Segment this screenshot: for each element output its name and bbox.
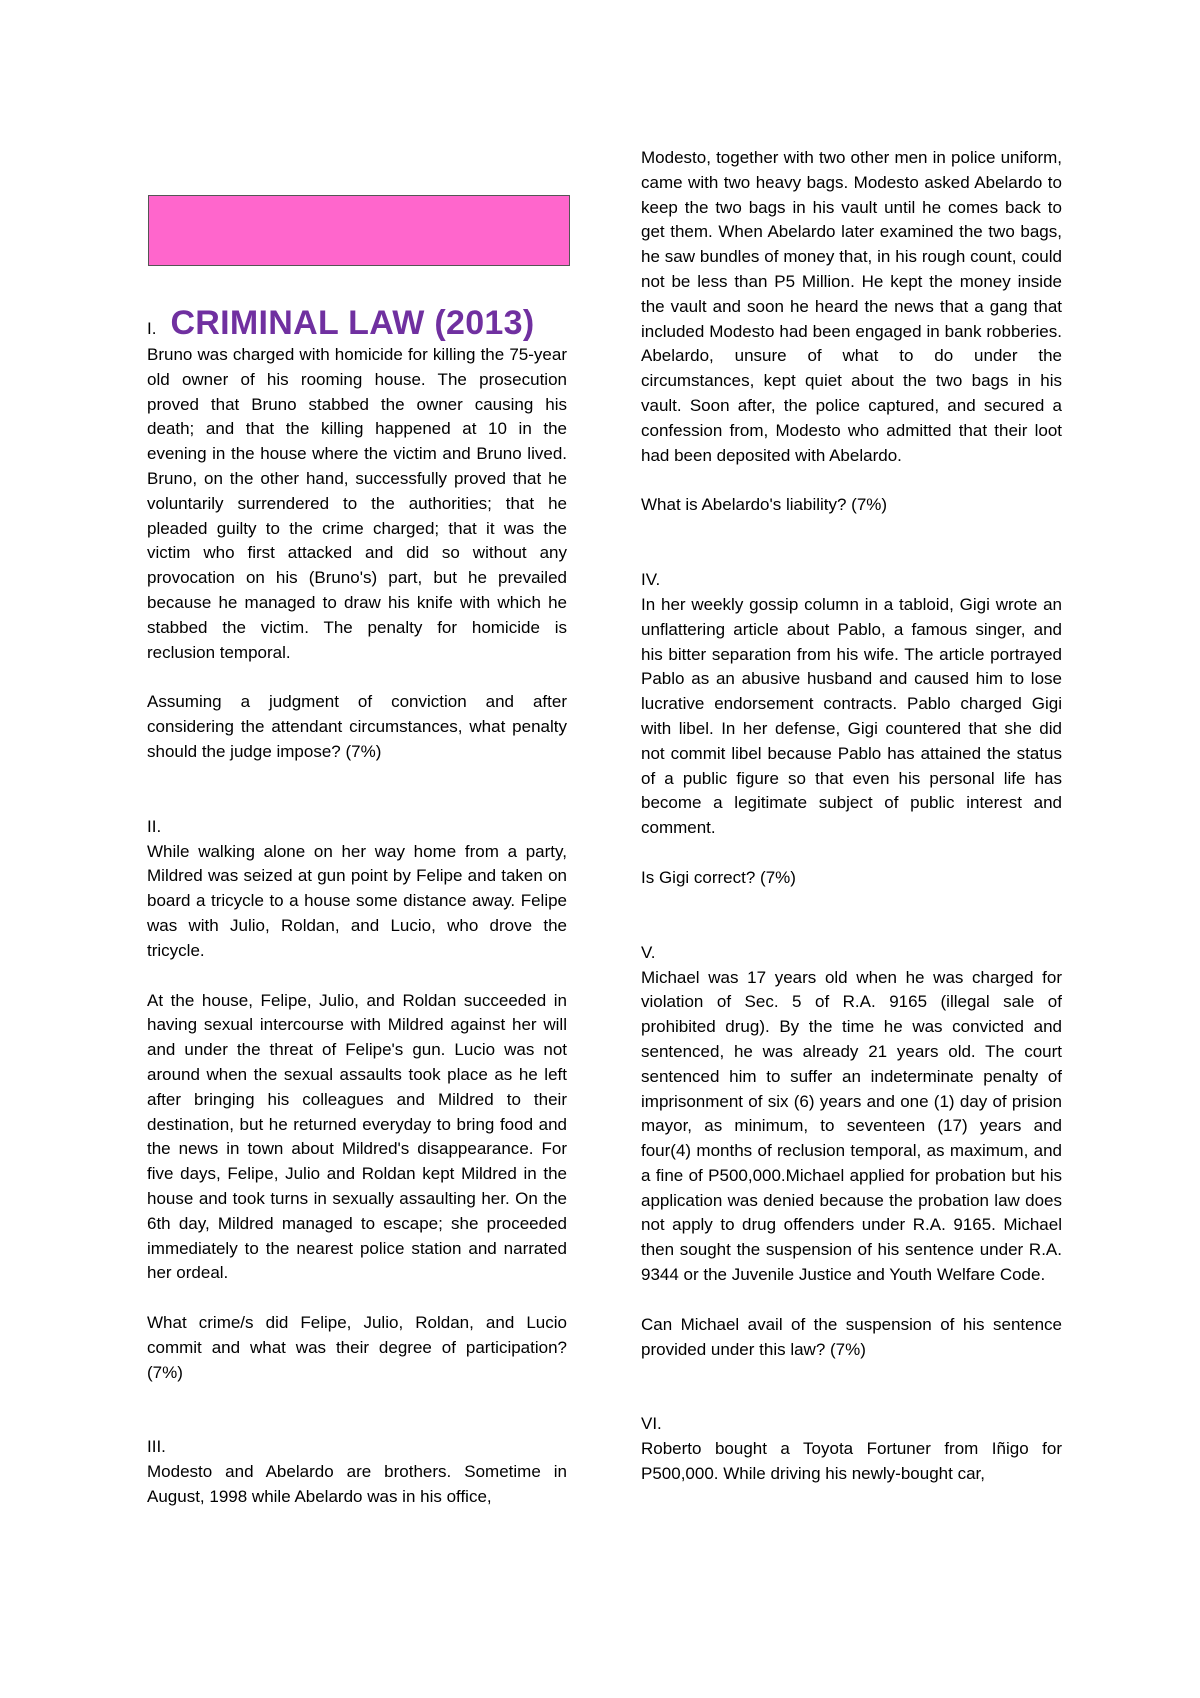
q5-body: Michael was 17 years old when he was charged for violation of Sec. 5 of R.A. 9165 (illegal sale of prohibited drug). By the time he was convicted and sentenced, he was already 21 years old. The court sentenced him to suffer an indeterminate penalty of imprisonment of six (6) years and one (1) day of prision mayor, as minimum, to seventeen (17) years and four(4) months of reclusion temporal, as maximum, and a fine of P500,000.Michael applied for probation but his application was denied because the probation law does not apply to drug offenders under R.A. 9165. Michael then sought the suspension of his sentence under R.A. 9344 or the Juvenile Justice and Youth Welfare Code. [641,967,1062,1285]
q5-question: Can Michael avail of the suspension of his sentence provided under this law? (7%) [641,1314,1062,1359]
q3-body-continued: Modesto, together with two other men in police uniform, came with two heavy bags. Modesto asked Abelardo to keep the two bags in his vault until he comes back to get them. When Abelardo later examined the two bags, he saw bundles of money that, in his rough count, could not be less than P5 Million. He kept the money inside the vault and soon he heard the news that a gang that included Modesto had been engaged in bank robberies. Abelardo, unsure of what to do under the circumstances, kept quiet about the two bags in his vault. Soon after, the police captured, and secured a confession from, Modesto who admitted that their loot had been deposited with Abelardo. [641,148,1062,465]
q1-body: Bruno was charged with homicide for killing the 75-year old owner of his rooming house. The prosecution proved that Bruno stabbed the owner causing his death; and that the killing happened at 10 in the evening in the house where the victim and Bruno lived. Bruno, on the other hand, successfully proved that he voluntarily surrendered to the authorities; that he pleaded guilty to the crime charged; that it was the victim who first attacked and did so without any provocation on his (Bruno's) part, but he prevailed because he managed to draw his knife with which he stabbed the victim. The penalty for homicide is reclusion temporal. [147,345,567,662]
q3-body-start: Modesto and Abelardo are brothers. Sometime in August, 1998 while Abelardo was in his office, [147,1462,567,1507]
section-number: I. [147,319,157,338]
q6-number: VI. [641,1414,662,1434]
q4-body: In her weekly gossip column in a tabloid, Gigi wrote an unflattering article about Pablo, a famous singer, and his bitter separation from his wife. The article portrayed Pablo as an abusive husband and caused him to lose lucrative endorsement contracts. Pablo charged Gigi with libel. In her defense, Gigi countered that she did not commit libel because Pablo has attained the status of a public figure so that even his personal life has become a legitimate subject of public interest and comment. [641,594,1062,838]
page-title: CRIMINAL LAW (2013) [170,304,535,342]
q2-body-1: While walking alone on her way home from a party, Mildred was seized at gun point by Felipe and taken on board a tricycle to a house some distance away. Felipe was with Julio, Roldan, and Lucio, who drove the tricycle. [147,841,567,960]
left-column [147,343,567,1510]
section-title [147,304,534,348]
q5-number: V. [641,942,656,962]
q1-question: Assuming a judgment of conviction and after considering the attendant circumstances, what penalty should the judge impose? (7%) [147,692,567,761]
right-column [641,146,1062,1487]
q4-question: Is Gigi correct? (7%) [641,867,796,887]
q2-question: What crime/s did Felipe, Julio, Roldan, and Lucio commit and what was their degree of participation? (7%) [147,1313,567,1382]
header-color-box [148,195,570,266]
q3-number: III. [147,1437,166,1457]
q4-number: IV. [641,570,661,590]
q3-question: What is Abelardo's liability? (7%) [641,495,888,515]
q2-number: II. [147,816,162,836]
q2-body-2: At the house, Felipe, Julio, and Roldan succeeded in having sexual intercourse with Mildred against her will and under the threat of Felipe's gun. Lucio was not around when the sexual assaults took place as he left after bringing his colleagues and Mildred to their destination, but he returned everyday to bring food and the news in town about Mildred's disappearance. For five days, Felipe, Julio and Roldan kept Mildred in the house and took turns in sexually assaulting her. On the 6th day, Mildred managed to escape; she proceeded immediately to the nearest police station and narrated her ordeal. [147,990,567,1283]
q6-body-start: Roberto bought a Toyota Fortuner from Iñigo for P500,000. While driving his newly-bought car, [641,1439,1062,1484]
